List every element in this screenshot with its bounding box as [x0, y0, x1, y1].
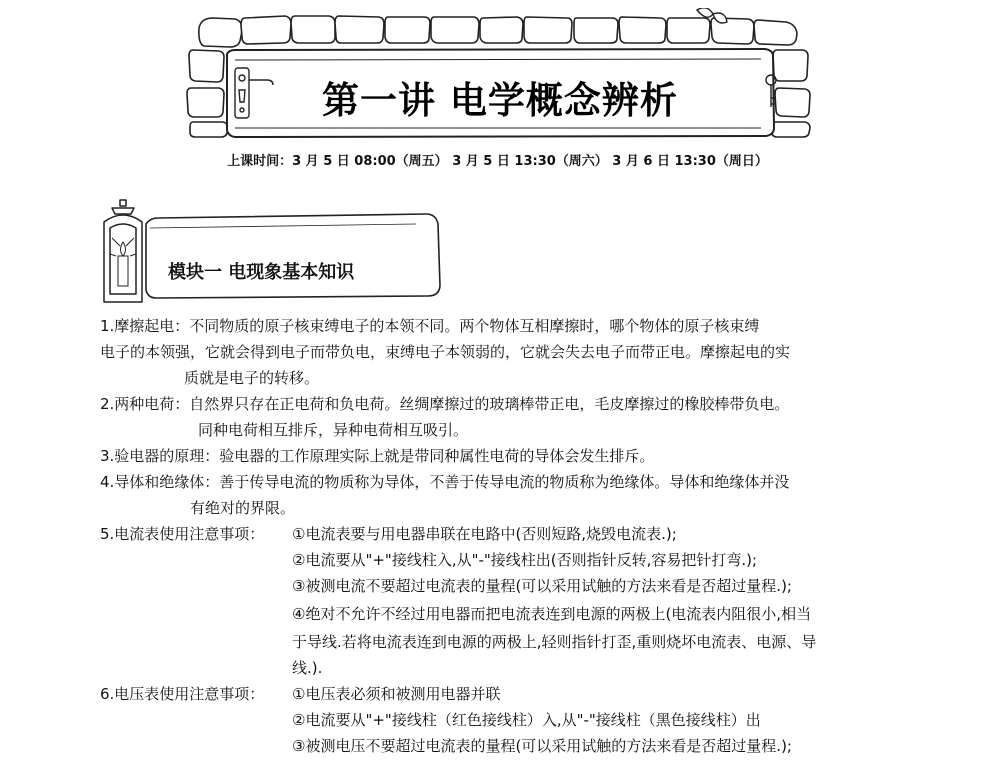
item-5-point-4-line-2: 于导线.若将电流表连到电源的两极上,轻则指针打歪,重则烧坏电流表、电源、导 [292, 633, 817, 651]
item-2-line-2: 同种电荷相互排斥，异种电荷相互吸引。 [198, 421, 469, 439]
class-schedule: 上课时间：3 月 5 日 08:00（周五） 3 月 5 日 13:30（周六） 3 月 6 日 13:30（周日） [227, 154, 768, 169]
item-5-point-4-line-1: ④绝对不允许不经过用电器而把电流表连到电源的两极上(电流表内阻很小,相当 [292, 605, 812, 623]
item-5-point-2: ②电流要从"+"接线柱入,从"-"接线柱出(否则指针反转,容易把针打弯.); [292, 551, 758, 569]
item-6-point-3: ③被测电压不要超过电流表的量程(可以采用试触的方法来看是否超过量程.); [292, 737, 792, 755]
item-5-point-4-line-3: 线.). [292, 659, 323, 677]
item-6-point-1: ①电压表必须和被测用电器并联 [292, 685, 501, 703]
item-5-label: 5.电流表使用注意事项： [100, 525, 265, 543]
item-1-line-3: 质就是电子的转移。 [184, 369, 320, 387]
item-5-point-1: ①电流表要与用电器串联在电路中(否则短路,烧毁电流表.); [292, 525, 677, 543]
module-title: 模块一 电现象基本知识 [168, 262, 355, 283]
page-title: 第一讲 电学概念辨析 [322, 79, 678, 122]
item-2-line-1: 2.两种电荷：自然界只存在正电荷和负电荷。丝绸摩擦过的玻璃棒带正电，毛皮摩擦过的橡胶棒带负电。 [100, 395, 790, 413]
item-3-line-1: 3.验电器的原理：验电器的工作原理实际上就是带同种属性电荷的导体会发生排斥。 [100, 447, 655, 465]
item-1-line-1: 1.摩擦起电：不同物质的原子核束缚电子的本领不同。两个物体互相摩擦时，哪个物体的原子核束缚 [100, 317, 760, 335]
item-1-line-2: 电子的本领强，它就会得到电子而带负电，束缚电子本领弱的，它就会失去电子而带正电。摩擦起电的实 [100, 343, 791, 361]
item-6-point-2: ②电流要从"+"接线柱（红色接线柱）入,从"-"接线柱（黑色接线柱）出 [292, 711, 761, 729]
item-6-label: 6.电压表使用注意事项： [100, 685, 265, 703]
item-5-point-3: ③被测电流不要超过电流表的量程(可以采用试触的方法来看是否超过量程.); [292, 577, 792, 595]
item-4-line-1: 4.导体和绝缘体：善于传导电流的物质称为导体，不善于传导电流的物质称为绝缘体。导体和绝缘体并没 [100, 473, 790, 491]
item-4-line-2: 有绝对的界限。 [190, 499, 296, 517]
